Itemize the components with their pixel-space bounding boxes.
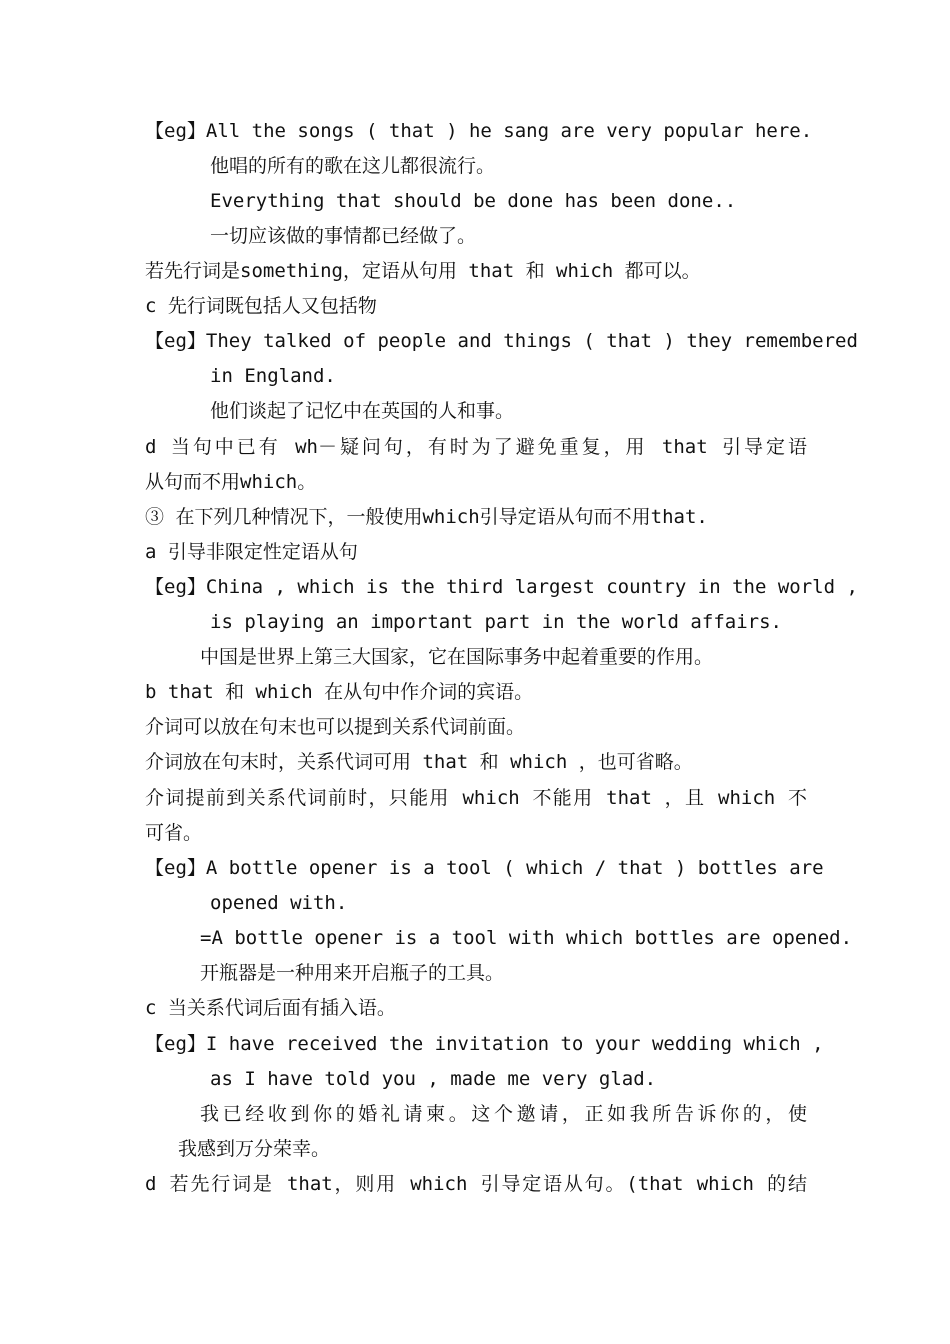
text-line-21: 可省。	[145, 822, 203, 844]
text-line-27: 【eg】I have received the invitation to your wedding which ,	[145, 1033, 824, 1055]
text-line-24: =A bottle opener is a tool with which bottles are opened.	[200, 927, 853, 949]
text-line-2: 他唱的所有的歌在这儿都很流行。	[210, 155, 496, 177]
text-line-8: in England.	[210, 365, 336, 387]
text-line-5: 若先行词是something，定语从句用 that 和 which 都可以。	[145, 260, 701, 282]
text-line-10: d 当句中已有 wh－疑问句，有时为了避免重复，用 that 引导定语	[145, 436, 807, 458]
text-line-4: 一切应该做的事情都已经做了。	[210, 225, 477, 247]
text-line-9: 他们谈起了记忆中在英国的人和事。	[210, 400, 515, 422]
text-line-26: c 当关系代词后面有插入语。	[145, 997, 396, 1019]
text-line-30: 我感到万分荣幸。	[178, 1138, 331, 1160]
text-line-17: b that 和 which 在从句中作介词的宾语。	[145, 681, 534, 703]
text-line-28: as I have told you , made me very glad.	[210, 1068, 657, 1090]
text-line-20: 介词提前到关系代词前时，只能用 which 不能用 that ，且 which 不	[145, 787, 807, 809]
text-line-7: 【eg】They talked of people and things ( that ) they remembered	[145, 330, 858, 352]
text-line-1: 【eg】All the songs ( that ) he sang are very popular here.	[145, 120, 813, 142]
text-line-29: 我已经收到你的婚礼请柬。这个邀请，正如我所告诉你的，使	[200, 1103, 807, 1125]
text-line-14: 【eg】China , which is the third largest country in the world ,	[145, 576, 858, 598]
text-line-13: a 引导非限定性定语从句	[145, 541, 358, 563]
text-line-22: 【eg】A bottle opener is a tool ( which / that ) bottles are	[145, 857, 824, 879]
text-line-15: is playing an important part in the world affairs.	[210, 611, 782, 633]
text-line-3: Everything that should be done has been done..	[210, 190, 737, 212]
text-line-23: opened with.	[210, 892, 348, 914]
text-line-12: ③ 在下列几种情况下，一般使用which引导定语从句而不用that.	[145, 506, 708, 528]
text-line-16: 中国是世界上第三大国家，它在国际事务中起着重要的作用。	[200, 646, 714, 668]
text-line-6: c 先行词既包括人又包括物	[145, 295, 377, 317]
text-line-25: 开瓶器是一种用来开启瓶子的工具。	[200, 962, 505, 984]
text-line-19: 介词放在句末时，关系代词可用 that 和 which ，也可省略。	[145, 751, 693, 773]
text-line-31: d 若先行词是 that，则用 which 引导定语从句。(that which 的结	[145, 1173, 807, 1195]
text-line-11: 从句而不用which。	[145, 471, 317, 493]
text-line-18: 介词可以放在句末也可以提到关系代词前面。	[145, 716, 526, 738]
